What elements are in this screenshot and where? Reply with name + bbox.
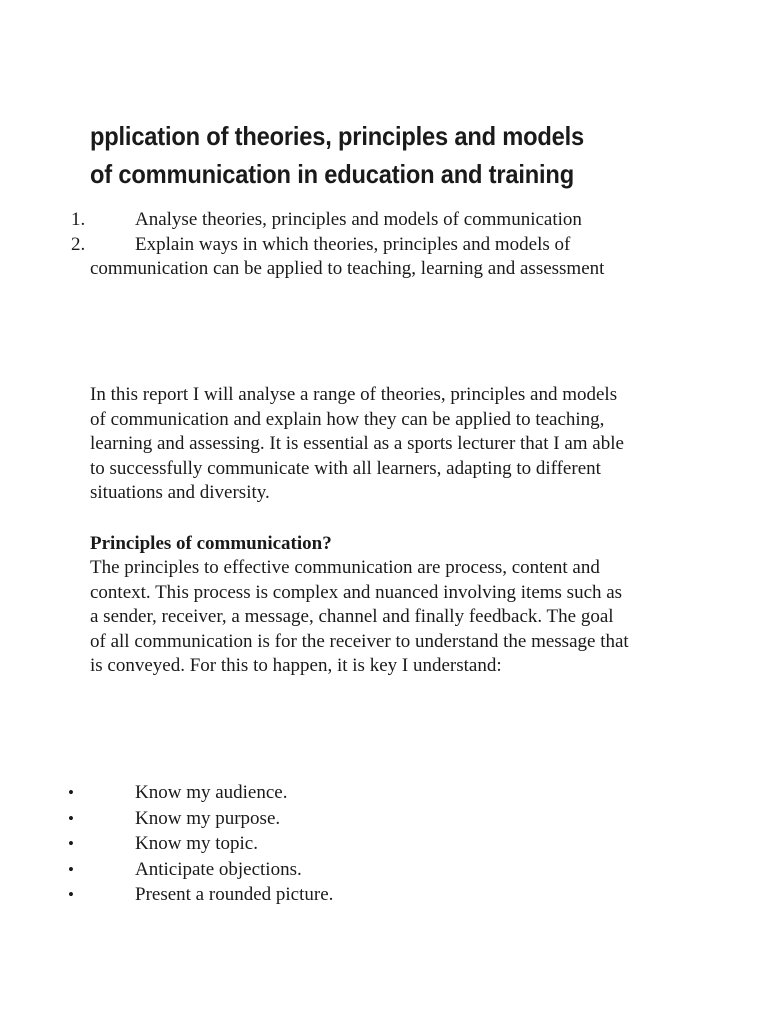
principles-line: is conveyed. For this to happen, it is key I understand: xyxy=(90,655,502,676)
intro-line: of communication and explain how they can be applied to teaching, xyxy=(90,408,605,430)
bullet-icon: • xyxy=(68,783,74,802)
bullet-text: Anticipate objections. xyxy=(135,858,302,880)
title-line: pplication of theories, principles and models xyxy=(90,121,585,151)
objective-text: communication can be applied to teaching, learning and assessment xyxy=(90,258,605,279)
bullet-icon: • xyxy=(68,885,74,904)
objective-number: 2. xyxy=(71,233,86,255)
bullet-icon: • xyxy=(68,859,74,879)
title-line: of communication in education and training xyxy=(90,159,574,189)
intro-line: learning and assessing. It is essential as a sports lecturer that I am able xyxy=(90,433,624,454)
principles-line: The principles to effective communication are process, content and xyxy=(90,557,600,578)
bullet-icon: • xyxy=(68,808,74,828)
document-title xyxy=(90,117,654,193)
objective-text: Analyse theories, principles and models of communication xyxy=(135,209,582,230)
bullet-text: Present a rounded picture. xyxy=(135,884,334,905)
intro-paragraph xyxy=(90,383,624,506)
objective-text: Explain ways in which theories, principles and models of xyxy=(135,233,571,255)
bullet-text: Know my purpose. xyxy=(135,807,281,829)
principles-line: of all communication is for the receiver to understand the message that xyxy=(90,630,629,652)
principles-line: a sender, receiver, a message, channel and finally feedback. The goal xyxy=(90,606,614,627)
intro-line: situations and diversity. xyxy=(90,482,270,503)
bullet-text: Know my topic. xyxy=(135,833,258,854)
objective-number: 1. xyxy=(71,209,86,230)
principles-line: context. This process is complex and nuanced involving items such as xyxy=(90,581,623,603)
bullet-icon: • xyxy=(68,834,74,853)
principles-paragraph xyxy=(90,556,629,679)
bullet-text: Know my audience. xyxy=(135,782,288,803)
intro-line: to successfully communicate with all learners, adapting to different xyxy=(90,457,601,479)
principles-heading: Principles of communication? xyxy=(90,533,332,554)
intro-line: In this report I will analyse a range of theories, principles and models xyxy=(90,384,618,405)
